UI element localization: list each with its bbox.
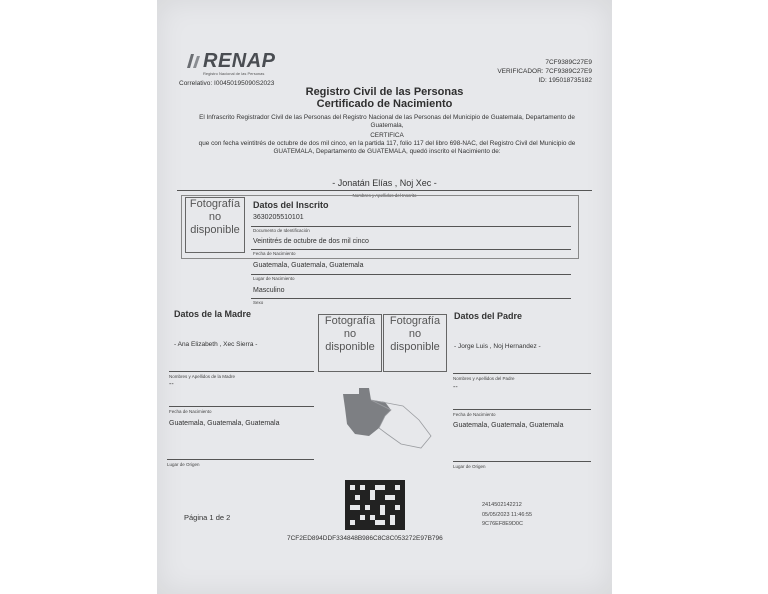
guatemala-map-watermark	[341, 386, 441, 456]
madre-dash: --	[169, 381, 174, 388]
qr-pattern-icon	[345, 480, 405, 530]
padre-name-line	[453, 373, 591, 374]
logo-subtext: Registro Nacional de las Personas	[203, 71, 265, 76]
intro-paragraph: El Infrascrito Registrador Civil de las Personas del Registro Nacional de las Personas del Municipio de Guatemala, Departamento de Guatemala,	[199, 114, 575, 129]
footer-datetime: 05/05/2023 11:46:55	[482, 512, 533, 518]
detail-paragraph: que con fecha veintitrés de octubre de dos mil cinco, en la partida 117, folio 117 del libro 698-NAC, del Registro Civil del Municipio de GUATEMALA, Departamento de GUATEMALA, quedó inscrito el Nacimiento de:	[198, 140, 576, 155]
certificate-paper	[157, 0, 612, 594]
page-number: Página 1 de 2	[184, 513, 231, 522]
sex-caption: Sexo	[253, 300, 264, 305]
title-line1: Registro Civil de las Personas	[305, 86, 464, 98]
madre-birth-line	[169, 406, 314, 407]
renap-logo-icon	[185, 52, 201, 70]
document-caption: Documento de Identificación	[253, 228, 310, 233]
footer-code: 9C76EF8E9D0C	[482, 521, 523, 527]
sex-value: Masculino	[253, 287, 285, 294]
madre-photo-placeholder	[318, 314, 382, 372]
madre-origin-caption: Lugar de Origen	[167, 462, 200, 467]
footer-hash: 7CF2ED894DDF334848B986C8C8C053272E97B796	[287, 535, 443, 542]
name-caption: Nombres y Apellidos del Inscrito	[352, 193, 417, 198]
photo-text-2: no	[343, 328, 357, 340]
madre-name-line	[169, 371, 314, 372]
document-line	[251, 226, 571, 227]
photo-text-2: no	[408, 328, 422, 340]
logo-text: RENAP	[203, 50, 276, 72]
renap-logo	[185, 50, 275, 80]
padre-name: - Jorge Luis , Noj Hernandez -	[454, 343, 541, 350]
inscrito-name: - Jonatán Elías , Noj Xec -	[332, 178, 437, 188]
birth-place-line	[251, 274, 571, 275]
padre-birth-line	[453, 409, 591, 410]
certifica-word: CERTIFICA	[370, 132, 404, 139]
birth-date-line	[251, 249, 571, 250]
birth-place-caption: Lugar de Nacimiento	[253, 276, 295, 281]
madre-origin: Guatemala, Guatemala, Guatemala	[169, 420, 280, 427]
id-number: ID: 195018735182	[538, 77, 592, 84]
code-1: 7CF9389C27E9	[545, 59, 592, 66]
photo-text-1: Fotografía	[189, 198, 241, 210]
birth-date-caption: Fecha de Nacimiento	[253, 251, 296, 256]
photo-text-1: Fotografía	[389, 315, 441, 327]
madre-heading: Datos de la Madre	[174, 309, 252, 319]
birth-date-value: Veintitrés de octubre de dos mil cinco	[253, 238, 369, 245]
inscrito-heading: Datos del Inscrito	[253, 200, 329, 210]
correlativo: Correlativo: I00450195090S2023	[179, 80, 275, 87]
photo-text-2: no	[208, 211, 222, 223]
padre-heading: Datos del Padre	[454, 311, 523, 321]
sex-line	[251, 298, 571, 299]
padre-birth-caption: Fecha de Nacimiento	[453, 412, 496, 417]
padre-origin-line	[453, 461, 591, 462]
photo-text-3: disponible	[190, 224, 240, 236]
name-line	[177, 190, 592, 191]
padre-name-caption: Nombres y Apellidos del Padre	[453, 376, 515, 381]
photo-text-3: disponible	[325, 341, 375, 353]
verification-codes	[497, 58, 592, 85]
qr-code	[345, 480, 405, 530]
photo-text-1: Fotografía	[324, 315, 376, 327]
title-line2: Certificado de Nacimiento	[316, 98, 453, 110]
photo-text-3: disponible	[390, 341, 440, 353]
padre-dash: --	[453, 384, 458, 391]
padre-photo-placeholder	[383, 314, 447, 372]
birth-place-value: Guatemala, Guatemala, Guatemala	[253, 262, 364, 269]
madre-name: - Ana Elizabeth , Xec Sierra -	[174, 341, 258, 348]
madre-name-caption: Nombres y Apellidos de la Madre	[169, 374, 236, 379]
madre-birth-caption: Fecha de Nacimiento	[169, 409, 212, 414]
padre-origin-caption: Lugar de Origen	[453, 464, 486, 469]
footer-number: 2414502142212	[482, 502, 522, 508]
verificador: VERIFICADOR: 7CF9389C27E9	[497, 68, 592, 75]
padre-origin: Guatemala, Guatemala, Guatemala	[453, 422, 564, 429]
madre-origin-line	[167, 459, 314, 460]
document-value: 3630205510101	[253, 214, 304, 221]
